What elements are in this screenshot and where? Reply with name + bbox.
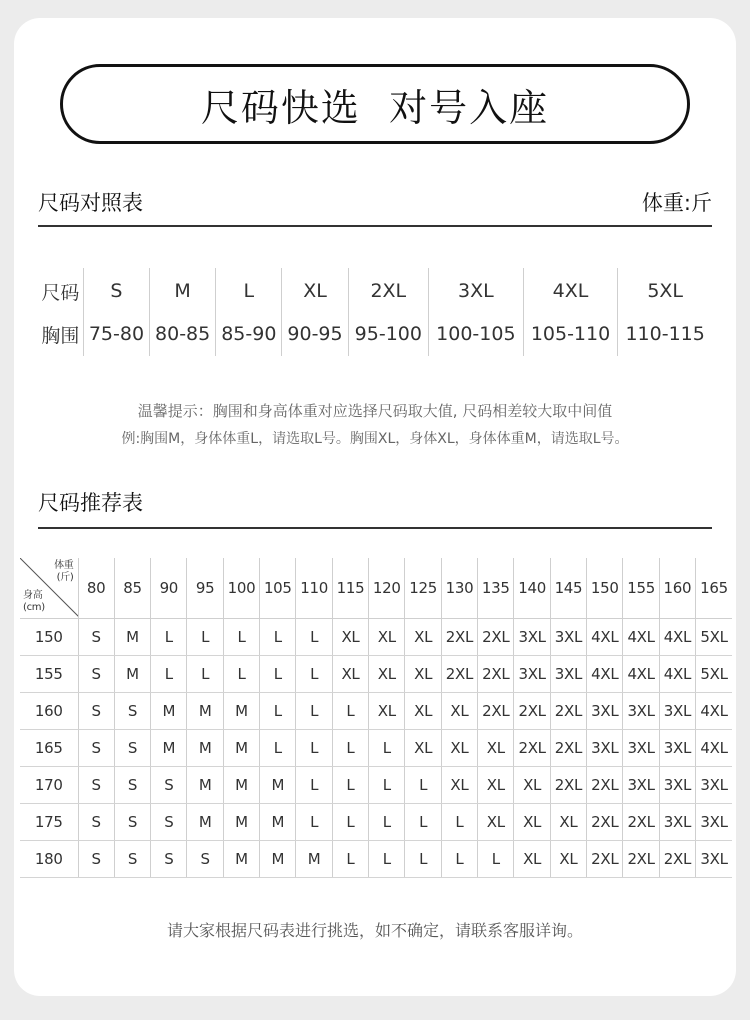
size-value-cell: XL [441,767,477,804]
compare-title: 尺码对照表 [38,191,143,215]
size-value-cell: L [369,730,405,767]
size-cell: L [216,268,282,312]
size-value-cell: L [296,804,332,841]
size-value-cell: XL [332,619,368,656]
size-value-cell: XL [441,730,477,767]
size-compare-table [38,268,712,356]
size-value-cell: XL [514,841,550,878]
size-value-cell: M [151,730,187,767]
weight-cell: 160 [659,558,695,619]
size-value-cell: XL [514,804,550,841]
size-value-cell: L [223,656,259,693]
size-value-cell: S [151,841,187,878]
size-value-cell: 2XL [550,693,586,730]
size-value-cell: 2XL [587,841,623,878]
size-value-cell: S [151,767,187,804]
size-value-cell: L [296,767,332,804]
corner-height: 身高 [23,590,43,601]
size-value-cell: L [187,619,223,656]
size-value-cell: L [151,619,187,656]
size-value-cell: XL [369,693,405,730]
size-value-cell: L [296,693,332,730]
size-value-cell: S [114,730,150,767]
size-value-cell: M [260,804,296,841]
height-cell: 175 [20,804,78,841]
size-value-cell: XL [441,693,477,730]
weight-cell: 155 [623,558,659,619]
weight-cell: 135 [478,558,514,619]
size-value-cell: S [78,730,114,767]
size-cell: XL [282,268,348,312]
tip-line-1: 温馨提示：胸围和身高体重对应选择尺码取大值, 尺码相差较大取中间值 [137,402,613,420]
size-value-cell: L [441,841,477,878]
size-value-cell: L [260,619,296,656]
size-value-cell: L [151,656,187,693]
size-value-cell: 3XL [623,767,659,804]
size-value-cell: M [223,693,259,730]
size-value-cell: 2XL [550,730,586,767]
size-value-cell: 4XL [623,656,659,693]
size-value-cell: 2XL [441,619,477,656]
banner [60,64,690,144]
size-value-cell: 2XL [587,804,623,841]
size-value-cell: M [296,841,332,878]
chest-cell: 85-90 [216,312,282,356]
size-value-cell: XL [369,619,405,656]
size-value-cell: L [405,841,441,878]
size-value-cell: M [114,619,150,656]
corner-weight-unit: (斤) [56,572,74,583]
size-value-cell: S [114,841,150,878]
size-cell: M [150,268,216,312]
size-value-cell: S [151,804,187,841]
size-value-cell: L [405,767,441,804]
size-value-cell: L [405,804,441,841]
size-value-cell: 4XL [696,693,732,730]
weight-cell: 165 [696,558,732,619]
size-value-cell: 3XL [659,804,695,841]
weight-cell: 130 [441,558,477,619]
size-value-cell: 2XL [478,693,514,730]
size-cell: 5XL [618,268,712,312]
weight-cell: 100 [223,558,259,619]
size-value-cell: L [260,693,296,730]
chest-cell: 105-110 [523,312,618,356]
height-cell: 170 [20,767,78,804]
size-header-label: 尺码 [41,281,80,304]
size-value-cell: 5XL [696,619,732,656]
size-value-cell: XL [478,804,514,841]
chest-row [38,312,712,356]
size-value-cell: M [187,767,223,804]
size-value-cell: M [260,767,296,804]
size-value-cell: L [223,619,259,656]
size-value-cell: 2XL [514,693,550,730]
size-cell: 2XL [348,268,428,312]
size-value-cell: L [296,656,332,693]
size-value-cell: L [260,656,296,693]
size-value-cell: 2XL [478,619,514,656]
size-value-cell: L [332,804,368,841]
size-value-cell: XL [478,730,514,767]
size-value-cell: 3XL [623,693,659,730]
chest-cell: 110-115 [618,312,712,356]
size-value-cell: 2XL [623,804,659,841]
size-value-cell: 3XL [696,841,732,878]
recommend-title: 尺码推荐表 [38,491,143,515]
size-value-cell: 3XL [550,656,586,693]
weight-cell: 125 [405,558,441,619]
weight-cell: 95 [187,558,223,619]
size-value-cell: 3XL [587,693,623,730]
weight-cell: 115 [332,558,368,619]
size-value-cell: XL [405,656,441,693]
size-value-cell: 4XL [623,619,659,656]
banner-title: 尺码快选 对号入座 [200,85,550,130]
size-value-cell: 2XL [478,656,514,693]
weight-header-row [20,558,732,619]
weight-cell: 140 [514,558,550,619]
size-value-cell: XL [514,767,550,804]
size-value-cell: L [332,767,368,804]
size-value-cell: XL [405,693,441,730]
weight-cell: 90 [151,558,187,619]
height-row [20,656,732,693]
size-value-cell: M [187,693,223,730]
size-value-cell: S [78,656,114,693]
size-value-cell: 3XL [696,767,732,804]
height-row [20,730,732,767]
size-value-cell: 4XL [659,619,695,656]
weight-cell: 110 [296,558,332,619]
size-value-cell: XL [478,767,514,804]
size-value-cell: XL [405,619,441,656]
size-value-cell: 3XL [623,730,659,767]
size-row [38,268,712,312]
height-cell: 150 [20,619,78,656]
size-value-cell: M [223,841,259,878]
height-row [20,619,732,656]
chest-cell: 100-105 [429,312,524,356]
chest-cell: 95-100 [348,312,428,356]
weight-cell: 120 [369,558,405,619]
weight-cell: 145 [550,558,586,619]
size-value-cell: 2XL [514,730,550,767]
size-value-cell: S [78,619,114,656]
size-value-cell: L [260,730,296,767]
size-value-cell: L [332,730,368,767]
size-value-cell: 3XL [550,619,586,656]
size-value-cell: S [78,693,114,730]
size-value-cell: 3XL [514,656,550,693]
height-row [20,841,732,878]
size-value-cell: M [260,841,296,878]
size-value-cell: S [114,693,150,730]
size-value-cell: 2XL [659,841,695,878]
size-value-cell: L [187,656,223,693]
weight-unit: 体重:斤 [641,191,712,215]
corner-height-unit: (cm) [23,602,45,613]
size-value-cell: L [441,804,477,841]
chest-cell: 90-95 [282,312,348,356]
recommend-divider [38,527,712,529]
chest-cell: 80-85 [150,312,216,356]
size-value-cell: 3XL [514,619,550,656]
weight-cell: 80 [78,558,114,619]
size-recommend-table [20,558,732,878]
size-value-cell: XL [332,656,368,693]
size-value-cell: 4XL [659,656,695,693]
size-value-cell: L [332,693,368,730]
size-value-cell: S [114,767,150,804]
size-value-cell: 4XL [696,730,732,767]
compare-divider [38,225,712,227]
height-row [20,767,732,804]
footer-note: 请大家根据尺码表进行挑选，如不确定，请联系客服详询。 [166,921,583,940]
size-value-cell: M [187,730,223,767]
chest-header-label: 胸围 [41,324,80,347]
height-cell: 180 [20,841,78,878]
corner-weight: 体重 [54,560,74,571]
size-value-cell: S [78,767,114,804]
size-value-cell: L [369,767,405,804]
weight-cell: 85 [114,558,150,619]
size-value-cell: XL [550,841,586,878]
size-value-cell: 3XL [659,767,695,804]
size-value-cell: 2XL [623,841,659,878]
size-value-cell: M [223,804,259,841]
corner-weight-label [54,560,73,584]
size-value-cell: S [187,841,223,878]
corner-height-label [23,590,45,614]
height-cell: 160 [20,693,78,730]
height-row [20,804,732,841]
height-cell: 155 [20,656,78,693]
size-value-cell: S [78,841,114,878]
size-value-cell: M [223,730,259,767]
size-value-cell: 2XL [550,767,586,804]
size-value-cell: M [114,656,150,693]
weight-cell: 150 [587,558,623,619]
size-cell: 3XL [429,268,524,312]
size-value-cell: M [223,767,259,804]
size-value-cell: 2XL [587,767,623,804]
size-value-cell: L [332,841,368,878]
size-value-cell: XL [405,730,441,767]
size-value-cell: 3XL [696,804,732,841]
size-value-cell: XL [369,656,405,693]
size-value-cell: L [369,841,405,878]
size-value-cell: 2XL [441,656,477,693]
size-value-cell: 4XL [587,619,623,656]
size-value-cell: 4XL [587,656,623,693]
size-value-cell: 5XL [696,656,732,693]
size-value-cell: M [187,804,223,841]
size-value-cell: L [296,730,332,767]
height-cell: 165 [20,730,78,767]
size-value-cell: XL [550,804,586,841]
size-value-cell: 3XL [659,693,695,730]
size-cell: 4XL [523,268,618,312]
size-value-cell: L [369,804,405,841]
height-row [20,693,732,730]
weight-cell: 105 [260,558,296,619]
size-value-cell: L [296,619,332,656]
corner-cell [20,558,78,619]
size-value-cell: M [151,693,187,730]
size-cell: S [83,268,149,312]
chest-cell: 75-80 [83,312,149,356]
size-value-cell: 3XL [659,730,695,767]
size-value-cell: S [114,804,150,841]
tip-line-2: 例:胸围M，身体体重L，请选取L号。胸围XL，身体XL，身体体重M，请选取L号。 [121,431,629,447]
size-value-cell: S [78,804,114,841]
size-value-cell: 3XL [587,730,623,767]
size-value-cell: L [478,841,514,878]
